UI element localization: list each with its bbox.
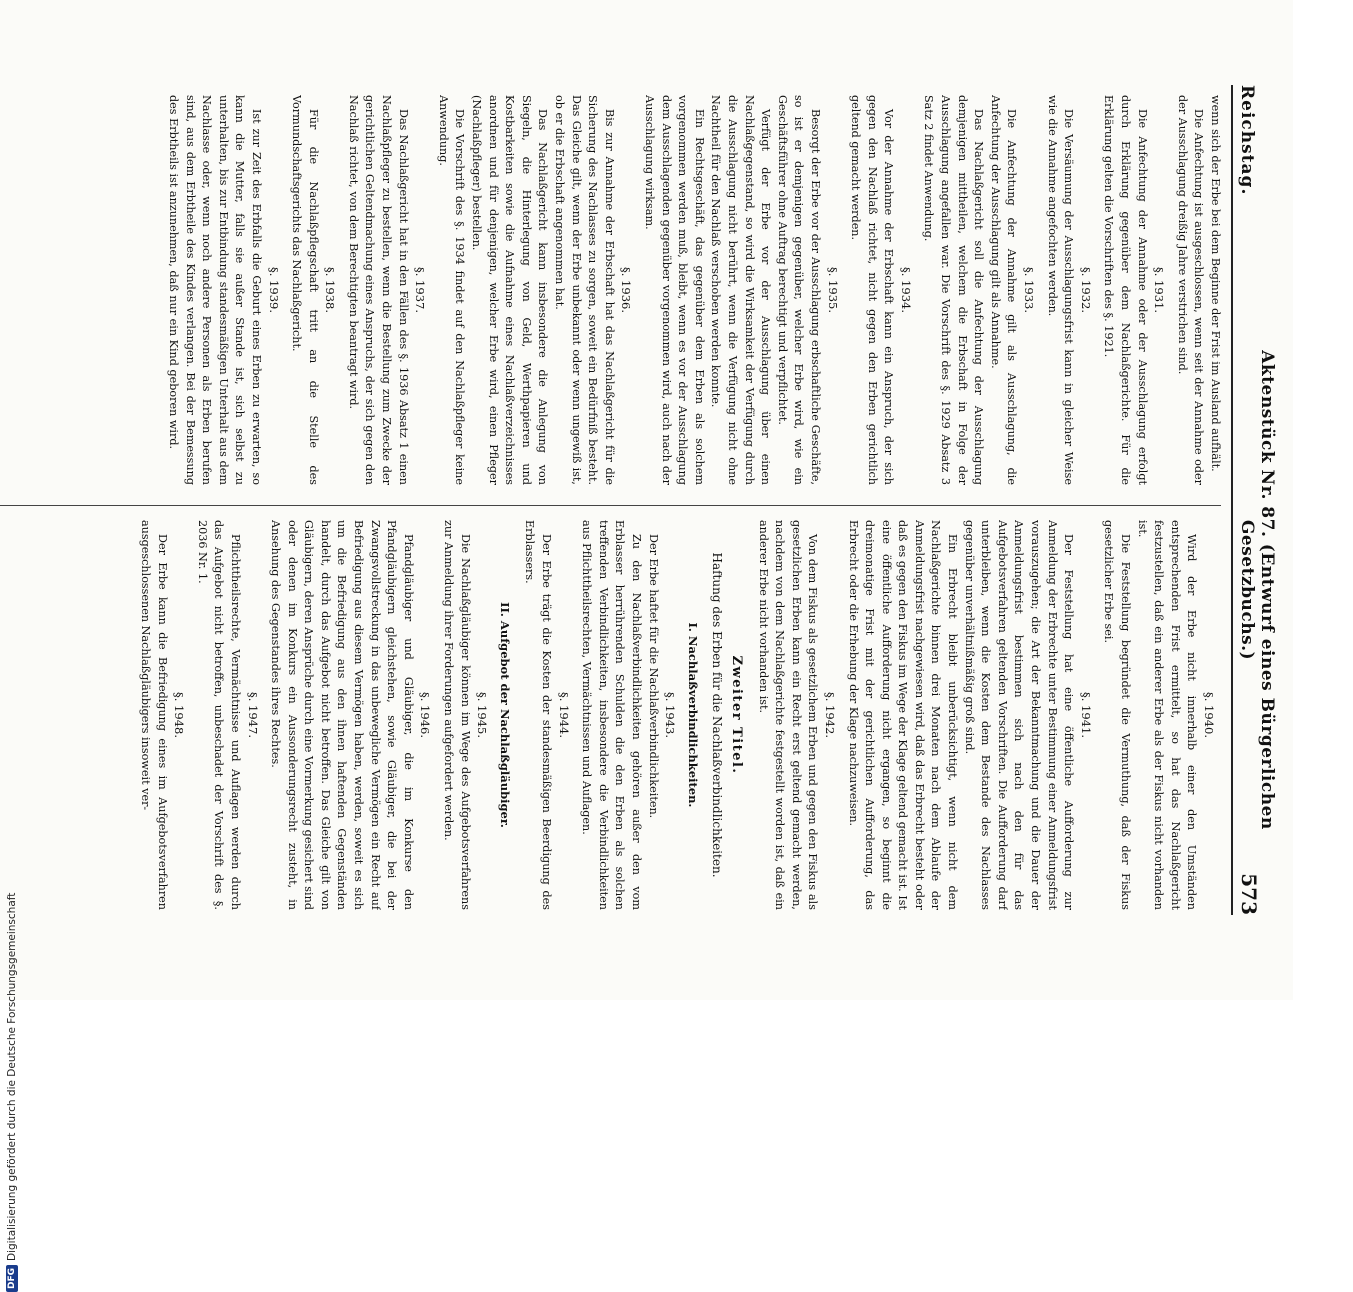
paragraph: Die Anfechtung der Annahme gilt als Ausschlagung, die Anfechtung der Ausschlagung gilt als Annahme.	[988, 95, 1019, 485]
section-number: §. 1948.	[172, 692, 187, 738]
paragraph: Ein Rechtsgeschäft, das gegenüber dem Erben als solchem vorgenommen werden muß, bleibt, wenn es vor der Ausschlagung dem Ausschlagenden gegenüber vorgenommen wird, auch nach der Ausschlagung wirksam.	[643, 95, 706, 485]
paragraph: Das Nachlaßgericht kann insbesondere die Anlegung von Siegeln, die Hinterlegung von Geld, Werthpapieren und Kostbarkeiten sowie die Aufnahme eines Nachlaßverzeichnisses anordnen und für denjenigen, welcher Erbe wird, einen Pfleger (Nachlaßpfleger) bestellen.	[470, 95, 550, 485]
left-column	[0, 95, 1223, 485]
paragraph: Zu den Nachlaßverbindlichkeiten gehören außer den vom Erblasser herrührenden Schulden die den Erben als solchen treffenden Verbindlichkeiten, insbesondere die Verbindlichkeiten aus Pflichttheilsrechten, Vermächtnissen und Auflagen.	[580, 520, 643, 910]
header-left: Reichstag.	[1237, 85, 1257, 196]
paragraph: Die Vorschrift des §. 1934 findet auf den Nachlaßpfleger keine Anwendung.	[436, 95, 467, 485]
paragraph: Bis zur Annahme der Erbschaft hat das Nachlaßgericht für die Sicherung des Nachlasses zu sorgen, soweit ein Bedürfniß besteht. Das Gleiche gilt, wenn der Erbe unbekannt oder wenn ungewiß ist, ob er die Erbschaft angenommen hat.	[553, 95, 616, 485]
section-number: §. 1935.	[825, 267, 840, 313]
section-number: §. 1943.	[663, 692, 678, 738]
paragraph: Die Anfechtung ist ausgeschlossen, wenn seit der Annahme oder der Ausschlagung dreißig Jahre verstrichen sind.	[1175, 95, 1206, 485]
paragraph: Wird der Erbe nicht innerhalb einer den Umständen entsprechenden Frist ermittelt, so hat das Nachlaßgericht festzustellen, daß ein anderer Erbe als der Fiskus nicht vorhanden ist.	[1135, 520, 1199, 910]
page-number: 573	[1237, 873, 1261, 915]
paragraph: Pfandgläubiger und Gläubiger, die im Konkurse den Pfandgläubigern gleichstehen, sowie Gläubiger, die bei der Zwangsvollstreckung in das unbewegliche Vermögen ein Recht auf Befriedigung aus diesem Vermögen haben, werden, soweit es sich um die Befriedigung aus den ihnen haftenden Gegenständen handelt, durch das Aufgebot nicht betroffen. Das Gleiche gilt von Gläubigern, deren Ansprüche durch eine Vormerkung gesichert sind oder denen im Konkurs ein Aussonderungsrecht zusteht, in Ansehung des Gegenstandes ihres Rechtes.	[269, 520, 415, 910]
paragraph: Pflichttheilsrechte, Vermächtnisse und Auflagen werden durch das Aufgebot nicht betroffen, unbeschadet der Vorschrift des §. 2036 Nr. 1.	[195, 520, 242, 910]
column-divider	[0, 505, 1221, 506]
paragraph: Die Nachlaßgläubiger können im Wege des Aufgebotsverfahrens zur Anmeldung ihrer Forderungen aufgefordert werden.	[442, 520, 472, 910]
paragraph: Die Anfechtung der Annahme oder der Ausschlagung erfolgt durch Erklärung gegenüber dem Nachlaßgerichte. Für die Erklärung gelten die Vorschriften des §. 1921.	[1102, 95, 1149, 485]
title-heading: Zweiter Titel.	[728, 655, 744, 775]
subsection-heading: II. Aufgebot der Nachlaßgläubiger.	[497, 602, 512, 828]
section-number: §. 1932.	[1078, 267, 1093, 313]
subsection-heading: I. Nachlaßverbindlichkeiten.	[685, 622, 700, 808]
section-number: §. 1938.	[323, 267, 338, 313]
section-number: §. 1936.	[619, 267, 634, 313]
section-number: §. 1937.	[413, 267, 428, 313]
dfg-logo: DFG	[6, 1265, 18, 1292]
paragraph: Das Nachlaßgericht hat in den Fällen des §. 1936 Absatz 1 einen Nachlaßpfleger zu bestellen, wenn die Bestellung zum Zwecke der gerichtlichen Geltendmachung eines Anspruchs, der sich gegen den Nachlaß richtet, von dem Berechtigten beantragt wird.	[346, 95, 410, 485]
paragraph: Die Versäumung der Ausschlagungsfrist kann in gleicher Weise wie die Annahme angefochten werden.	[1045, 95, 1076, 485]
header-title: Aktenstück Nr. 87. (Entwurf eines Bürgerlichen Gesetzbuchs.)	[1237, 350, 1277, 830]
right-column	[0, 520, 1223, 910]
section-number: §. 1939.	[266, 267, 281, 313]
section-number: §. 1934.	[898, 267, 913, 313]
paragraph: Der Erbe trägt die Kosten der standesmäßigen Beerdigung des Erblassers.	[523, 520, 554, 910]
credit-text: Digitalisierung gefördert durch die Deutsche Forschungsgemeinschaft	[6, 892, 18, 1261]
section-number: §. 1940.	[1202, 692, 1216, 738]
page-header	[1231, 85, 1277, 915]
paragraph: Das Nachlaßgericht soll die Anfechtung der Ausschlagung demjenigen mittheilen, welchem die Erbschaft in Folge der Ausschlagung angefallen war. Die Vorschrift des §. 1929 Absatz 3 Satz 2 findet Anwendung.	[922, 95, 986, 485]
section-number: §. 1942.	[822, 692, 837, 738]
title-subheading: Haftung des Erben für die Nachlaßverbindlichkeiten.	[710, 552, 725, 878]
paragraph: Der Feststellung hat eine öffentliche Aufforderung zur Anmeldung der Erbrechte unter Bestimmung einer Anmeldungsfrist vorauszugehen; die Art der Bekanntmachung und die Dauer der Anmeldungsfrist bestimmen sich nach den für das Aufgebotsverfahren geltenden Vorschriften. Die Aufforderung darf unterbleiben, wenn die Kosten dem Bestande des Nachlasses gegenüber unverhältnißmäßig groß sind.	[962, 520, 1076, 910]
paragraph: Besorgt der Erbe vor der Ausschlagung erbschaftliche Geschäfte, so ist er demjenigen gegenüber, welcher Erbe wird, wie ein Geschäftsführer ohne Auftrag berechtigt und verpflichtet.	[775, 95, 822, 485]
section-number: §. 1933.	[1022, 267, 1037, 313]
paragraph: Die Feststellung begründet die Vermuthung, daß der Fiskus gesetzlicher Erbe sei.	[1102, 520, 1133, 910]
paragraph: Der Erbe kann die Befriedigung eines im Aufgebotsverfahren ausgeschlossenen Nachlaßgläubigers insoweit ver-	[138, 520, 169, 910]
paragraph: Für die Nachlaßpflegschaft tritt an die Stelle des Vormundschaftsgerichts das Nachlaßgericht.	[290, 95, 320, 485]
paragraph: Ein Erbrecht bleibt unberücksichtigt, wenn nicht dem Nachlaßgerichte binnen drei Monaten nach dem Ablaufe der Anmeldungsfrist nachgewiesen wird, daß das Erbrecht besteht oder daß es gegen den Fiskus im Wege der Klage geltend gemacht ist. Ist eine öffentliche Aufforderung nicht ergangen, so beginnt die dreimonatige Frist mit der gerichtlichen Aufforderung, das Erbrecht oder die Erhebung der Klage nachzuweisen.	[846, 520, 960, 910]
paragraph: wenn sich der Erbe bei dem Beginne der Frist im Ausland aufhält.	[1209, 95, 1222, 472]
section-number: §. 1941.	[1078, 692, 1093, 738]
paragraph: Ist zur Zeit des Erbfalls die Geburt eines Erben zu erwarten, so kann die Mutter, falls sie außer Stande ist, sich selbst zu unterhalten, bis zur Entbindung standesmäßigen Unterhalt aus dem Nachlasse oder, wenn noch andere Personen als Erben berufen sind, aus dem Erbtheile des Kindes verlangen. Bei der Bemessung des Erbtheils ist anzunehmen, daß nur ein Kind geboren wird.	[166, 95, 263, 485]
section-number: §. 1931.	[1152, 267, 1167, 313]
paragraph: Verfügt der Erbe vor der Ausschlagung über einen Nachlaßgegenstand, so wird die Wirksamkeit der Verfügung durch die Ausschlagung nicht berührt, wenn die Verfügung nicht ohne Nachtheil für den Nachlaß verschoben werden konnte.	[709, 95, 773, 485]
section-number: §. 1946.	[418, 692, 433, 738]
section-number: §. 1945.	[475, 692, 490, 738]
paragraph: Der Erbe haftet für die Nachlaßverbindlichkeiten.	[646, 534, 660, 819]
paragraph: Vor der Annahme der Erbschaft kann ein Anspruch, der sich gegen den Nachlaß richtet, nicht gegen den Erben gerichtlich geltend gemacht werden.	[849, 95, 896, 485]
section-number: §. 1944.	[556, 692, 571, 738]
section-number: §. 1947.	[245, 692, 260, 738]
paragraph: Von dem Fiskus als gesetzlichem Erben und gegen den Fiskus als gesetzlichen Erben kann ein Recht erst geltend gemacht werden, nachdem von dem Nachlaßgerichte festgestellt worden ist, daß ein anderer Erbe nicht vorhanden ist.	[756, 520, 820, 910]
